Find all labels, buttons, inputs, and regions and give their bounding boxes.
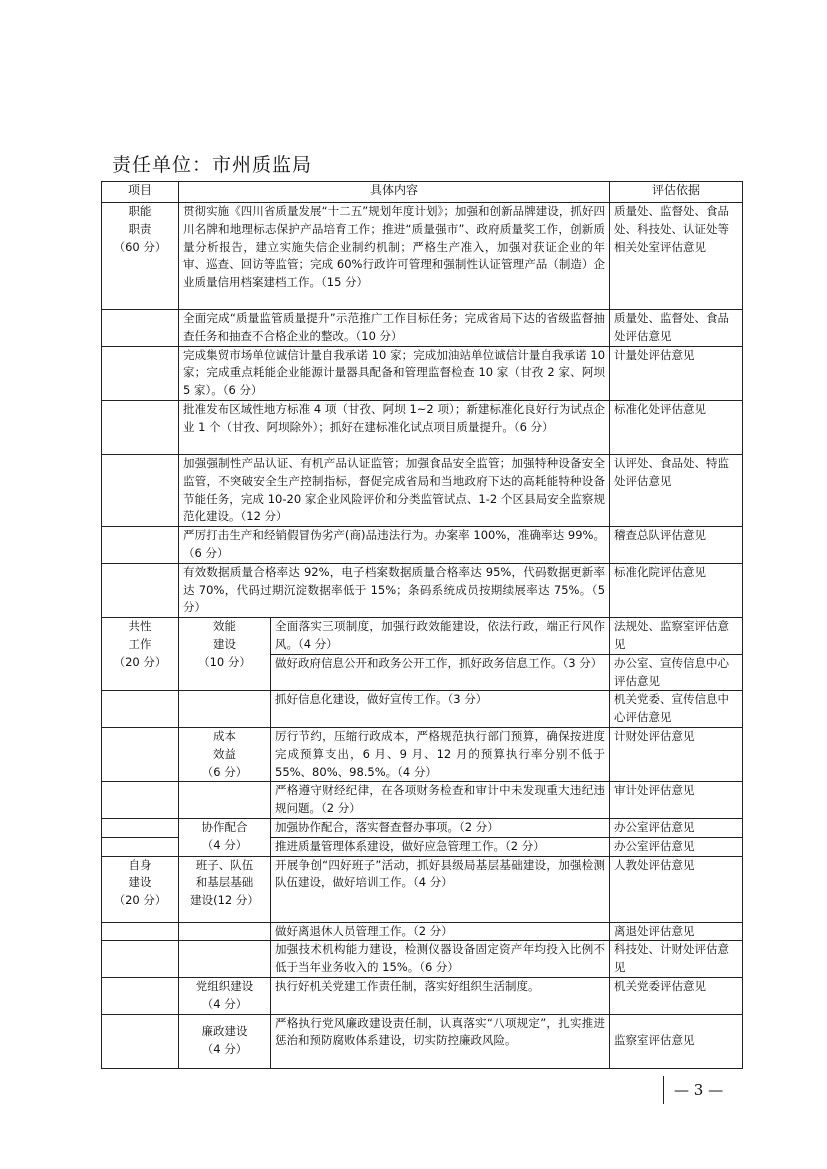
- table-row: [102, 977, 743, 1014]
- row-content: 严格遵守财经纪律，在各项财务检查和审计中未发现重大违纪违规问题。（2 分）: [271, 782, 610, 819]
- table-row: [102, 856, 743, 922]
- sub-cost: 成本 效益 （6 分）: [179, 727, 271, 781]
- empty-cell: [179, 691, 271, 728]
- page-number: — 3 —: [663, 1076, 723, 1104]
- table-row: [102, 346, 743, 400]
- empty-cell: [102, 310, 179, 347]
- table-row: [102, 527, 743, 564]
- row-basis: 办公室评估意见: [610, 837, 743, 856]
- row-basis: 认评处、食品处、特监处评估意见: [610, 454, 743, 526]
- row-basis: 监察室评估意见: [610, 1014, 743, 1068]
- header-item: 项目: [102, 182, 179, 203]
- row-basis: 办公室评估意见: [610, 818, 743, 837]
- row-content: 严格执行党风廉政建设责任制，认真落实“八项规定”，扎实推进惩治和预防腐败体系建设，切实防控廉政风险。: [271, 1014, 610, 1068]
- row-content: 全面落实三项制度，加强行政效能建设，依法行政，端正行风作风。（4 分）: [271, 618, 610, 655]
- header-content: 具体内容: [179, 182, 610, 203]
- table-row: [102, 618, 743, 655]
- section-self-building: 自身 建设 （20 分）: [102, 856, 179, 922]
- table-row: [102, 454, 743, 526]
- empty-cell: [102, 454, 179, 526]
- row-content: 加强强制性产品认证、有机产品认证监管；加强食品安全监管；加强特种设备安全监管，不突破安全生产控制指标，督促完成省局和当地政府下达的高耗能特种设备节能任务，完成 10-20 家企业风险评价和分类监管试点、1-2 个区县局安全监察规范化建设。（12 分）: [179, 454, 610, 526]
- row-content: 推进质量管理体系建设，做好应急管理工作。（2 分）: [271, 837, 610, 856]
- row-basis: 审计处评估意见: [610, 782, 743, 819]
- row-basis: 人教处评估意见: [610, 856, 743, 922]
- table-row: [102, 782, 743, 819]
- sub-clean: 廉政建设 （4 分）: [179, 1014, 271, 1068]
- sub-party: 党组织建设 （4 分）: [179, 977, 271, 1014]
- row-basis: 机关党委评估意见: [610, 977, 743, 1014]
- table-row: [102, 691, 743, 728]
- table-row: [102, 1014, 743, 1068]
- row-basis: 质量处、监督处、食品处、科技处、认证处等相关处室评估意见: [610, 203, 743, 310]
- row-basis: 稽查总队评估意见: [610, 527, 743, 564]
- row-basis: 机关党委、宣传信息中心评估意见: [610, 691, 743, 728]
- table-row: [102, 310, 743, 347]
- empty-cell: [179, 922, 271, 941]
- row-content: 严厉打击生产和经销假冒伪劣产(商)品违法行为。办案率 100%，准确率达 99%。（6 分）: [179, 527, 610, 564]
- empty-cell: [102, 977, 179, 1014]
- empty-cell: [179, 941, 271, 978]
- table-row: [102, 203, 743, 310]
- assessment-table: [101, 181, 743, 1069]
- row-content: 做好离退休人员管理工作。（2 分）: [271, 922, 610, 941]
- table-row: [102, 818, 743, 837]
- sub-efficiency: 效能 建设 （10 分）: [179, 618, 271, 691]
- section-duties: 职能 职责 （60 分）: [102, 203, 179, 310]
- empty-cell: [102, 922, 179, 941]
- empty-cell: [102, 727, 179, 781]
- empty-cell: [102, 941, 179, 978]
- row-content: 有效数据质量合格率达 92%，电子档案数据质量合格率达 95%，代码数据更新率达 70%，代码过期沉淀数据率低于 15%；条码系统成员按期续展率达 75%。（5 分）: [179, 563, 610, 617]
- row-content: 做好政府信息公开和政务公开工作，抓好政务信息工作。（3 分）: [271, 654, 610, 691]
- row-basis: 法规处、监察室评估意见: [610, 618, 743, 655]
- empty-cell: [102, 837, 179, 856]
- sub-coop: 协作配合 （4 分）: [179, 818, 271, 856]
- empty-cell: [102, 818, 179, 837]
- row-basis: 离退处评估意见: [610, 922, 743, 941]
- table-row: [102, 922, 743, 941]
- row-basis: 标准化院评估意见: [610, 563, 743, 617]
- row-content: 执行好机关党建工作责任制，落实好组织生活制度。: [271, 977, 610, 1014]
- table-row: [102, 941, 743, 978]
- row-content: 开展争创“四好班子”活动，抓好县级局基层基础建设，加强检测队伍建设，做好培训工作。（4 分）: [271, 856, 610, 922]
- row-content: 抓好信息化建设，做好宣传工作。（3 分）: [271, 691, 610, 728]
- row-content: 全面完成“质量监管质量提升”示范推广工作目标任务；完成省局下达的省级监督抽查任务和抽查不合格企业的整改。（10 分）: [179, 310, 610, 347]
- row-content: 加强技术机构能力建设，检测仪器设备固定资产年均投入比例不低于当年业务收入的 15%。（6 分）: [271, 941, 610, 978]
- sub-team: 班子、队伍 和基层基础 建设(12 分）: [179, 856, 271, 922]
- row-content: 加强协作配合，落实督查督办事项。（2 分）: [271, 818, 610, 837]
- row-basis: 计财处评估意见: [610, 727, 743, 781]
- row-content: 贯彻实施《四川省质量发展“十二五”规划年度计划》；加强和创新品牌建设，抓好四川名牌和地理标志保护产品培育工作；推进“质量强市”、政府质量奖工作，创新质量分析报告，建立实施失信企业制约机制；严格生产准入，加强对获证企业的年审、巡查、回访等监管；完成 60%行政许可管理和强制性认证管理产品（制造）企业质量信用档案建档工作。（15 分）: [179, 203, 610, 310]
- responsible-unit-title: 责任单位：市州质监局: [112, 154, 313, 176]
- row-basis: 办公室、宣传信息中心评估意见: [610, 654, 743, 691]
- row-basis: 质量处、监督处、食品处评估意见: [610, 310, 743, 347]
- row-content: 批准发布区域性地方标准 4 项（甘孜、阿坝 1~2 项）；新建标准化良好行为试点企业 1 个（甘孜、阿坝除外）；抓好在建标准化试点项目质量提升。（6 分）: [179, 400, 610, 454]
- row-basis: 计量处评估意见: [610, 346, 743, 400]
- table-row: [102, 400, 743, 454]
- empty-cell: [179, 782, 271, 819]
- empty-cell: [102, 346, 179, 400]
- empty-cell: [102, 527, 179, 564]
- empty-cell: [102, 691, 179, 728]
- row-basis: 标准化处评估意见: [610, 400, 743, 454]
- table-row: [102, 563, 743, 617]
- empty-cell: [102, 563, 179, 617]
- row-content: 完成集贸市场单位诚信计量自我承诺 10 家；完成加油站单位诚信计量自我承诺 10 家；完成重点耗能企业能源计量器具配备和管理监督检查 10 家（甘孜 2 家、阿坝 5 家）。（6 分）: [179, 346, 610, 400]
- table-header-row: [102, 182, 743, 203]
- empty-cell: [102, 782, 179, 819]
- section-common-work: 共性 工作 （20 分）: [102, 618, 179, 691]
- row-content: 厉行节约，压缩行政成本，严格规范执行部门预算，确保按进度完成预算支出，6 月、9 月、12 月的预算执行率分别不低于 55%、80%、98.5%。（4 分）: [271, 727, 610, 781]
- empty-cell: [102, 1014, 179, 1068]
- row-basis: 科技处、计财处评估意见: [610, 941, 743, 978]
- empty-cell: [102, 400, 179, 454]
- table-row: [102, 727, 743, 781]
- header-basis: 评估依据: [610, 182, 743, 203]
